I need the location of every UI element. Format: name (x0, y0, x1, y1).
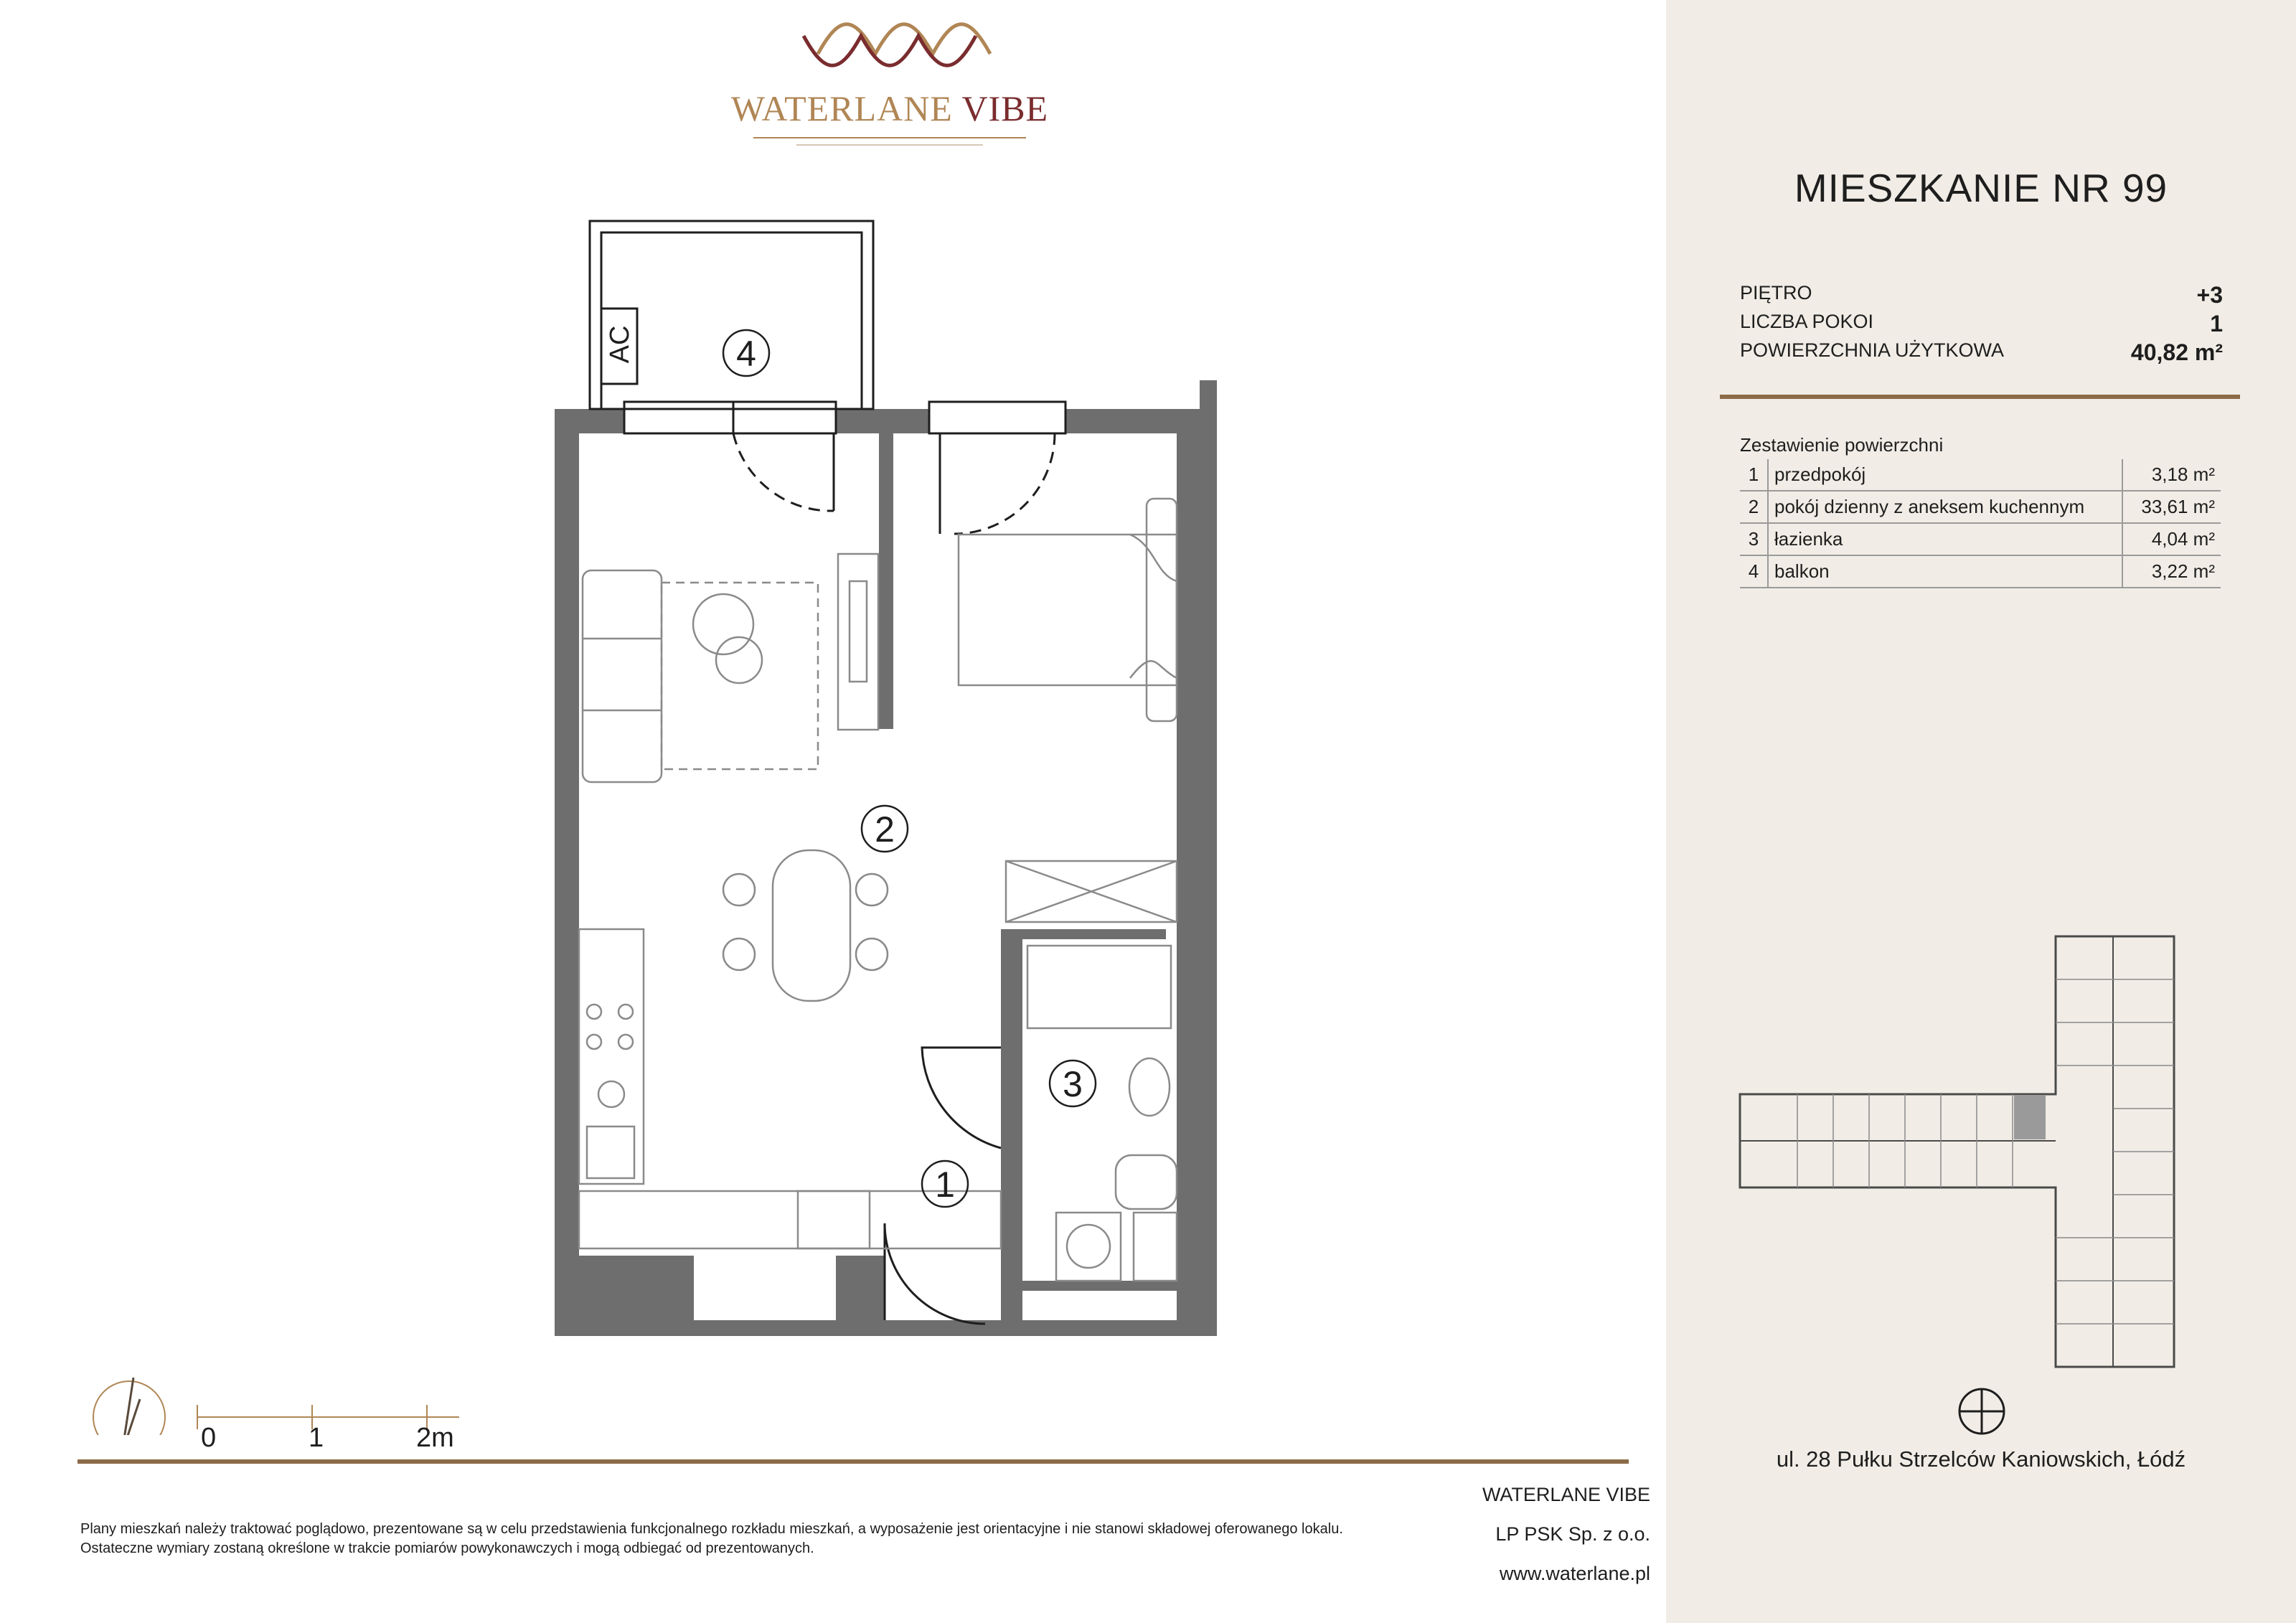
row-area: 3,18 m² (2122, 459, 2221, 491)
scale-label-1: 1 (309, 1423, 324, 1453)
table-row (1740, 459, 2221, 491)
north-arrow-icon (93, 1378, 165, 1435)
balcony (590, 221, 873, 409)
walls (555, 380, 1217, 1336)
compass-icon (1957, 1386, 2007, 1436)
disclaimer (80, 1520, 1444, 1558)
scale-label-2m: 2m (416, 1423, 454, 1453)
table-row (1740, 523, 2221, 555)
footer-divider (77, 1459, 1629, 1464)
row-name: pokój dzienny z aneksem kuchennym (1768, 491, 2122, 523)
row-number: 4 (1740, 555, 1768, 588)
building-key-plan (1733, 929, 2228, 1374)
disclaimer-line-2: Ostateczne wymiary zostaną określone w trakcie pomiarów powykonawczych i mogą odbiegać od prezentowanych. (80, 1540, 814, 1556)
row-number: 1 (1740, 459, 1768, 491)
info-divider (1720, 395, 2240, 399)
room-number-1: 1 (935, 1165, 955, 1205)
areas-title: Zestawienie powierzchni (1740, 434, 1944, 456)
scale-label-0: 0 (201, 1423, 217, 1453)
areas-table (1740, 459, 2221, 588)
row-area: 4,04 m² (2122, 523, 2221, 555)
apartment-title: MIESZKANIE NR 99 (1794, 166, 2168, 210)
row-name: przedpokój (1768, 459, 2122, 491)
floor-label: PIĘTRO (1740, 282, 1812, 304)
room-number-2: 2 (875, 809, 895, 850)
area-row (1740, 339, 2223, 366)
room-number-3: 3 (1063, 1064, 1083, 1104)
rooms-row (1740, 311, 2223, 337)
logo-word-waterlane: WATERLANE (730, 88, 953, 128)
company-legal: LP PSK Sp. z o.o. (1495, 1523, 1650, 1545)
company-name: WATERLANE VIBE (1482, 1484, 1650, 1505)
building-address: ul. 28 Pułku Strzelców Kaniowskich, Łódź (1776, 1446, 2186, 1472)
door-swings (733, 433, 1055, 534)
room-markers (723, 330, 1096, 1207)
company-website[interactable]: www.waterlane.pl (1499, 1563, 1650, 1584)
logo-word-vibe: VIBE (961, 88, 1049, 128)
floor-value: +3 (2196, 282, 2223, 308)
ac-label: AC (605, 325, 635, 364)
row-number: 3 (1740, 523, 1768, 555)
row-area: 3,22 m² (2122, 555, 2221, 588)
furniture (579, 499, 1177, 1281)
row-area: 33,61 m² (2122, 491, 2221, 523)
info-panel (1666, 0, 2296, 1623)
row-name: łazienka (1768, 523, 2122, 555)
row-name: balkon (1768, 555, 2122, 588)
table-row (1740, 555, 2221, 588)
floor-row (1740, 282, 2223, 309)
row-number: 2 (1740, 491, 1768, 523)
area-label: POWIERZCHNIA UŻYTKOWA (1740, 339, 2005, 361)
rooms-value: 1 (2210, 311, 2223, 337)
rooms-label: LICZBA POKOI (1740, 311, 1874, 332)
room-number-4: 4 (736, 334, 756, 374)
disclaimer-line-1: Plany mieszkań należy traktować poglądowo, prezentowane są w celu przedstawienia funkcjonalnego rozkładu mieszkań, a wyposażenie jest orientacyjne i nie stanowi składowej oferowanego lokalu. (80, 1521, 1343, 1537)
company-info (1392, 1484, 1650, 1602)
table-row (1740, 491, 2221, 523)
area-value: 40,82 m² (2130, 339, 2223, 365)
apartment-highlight (2014, 1096, 2046, 1139)
